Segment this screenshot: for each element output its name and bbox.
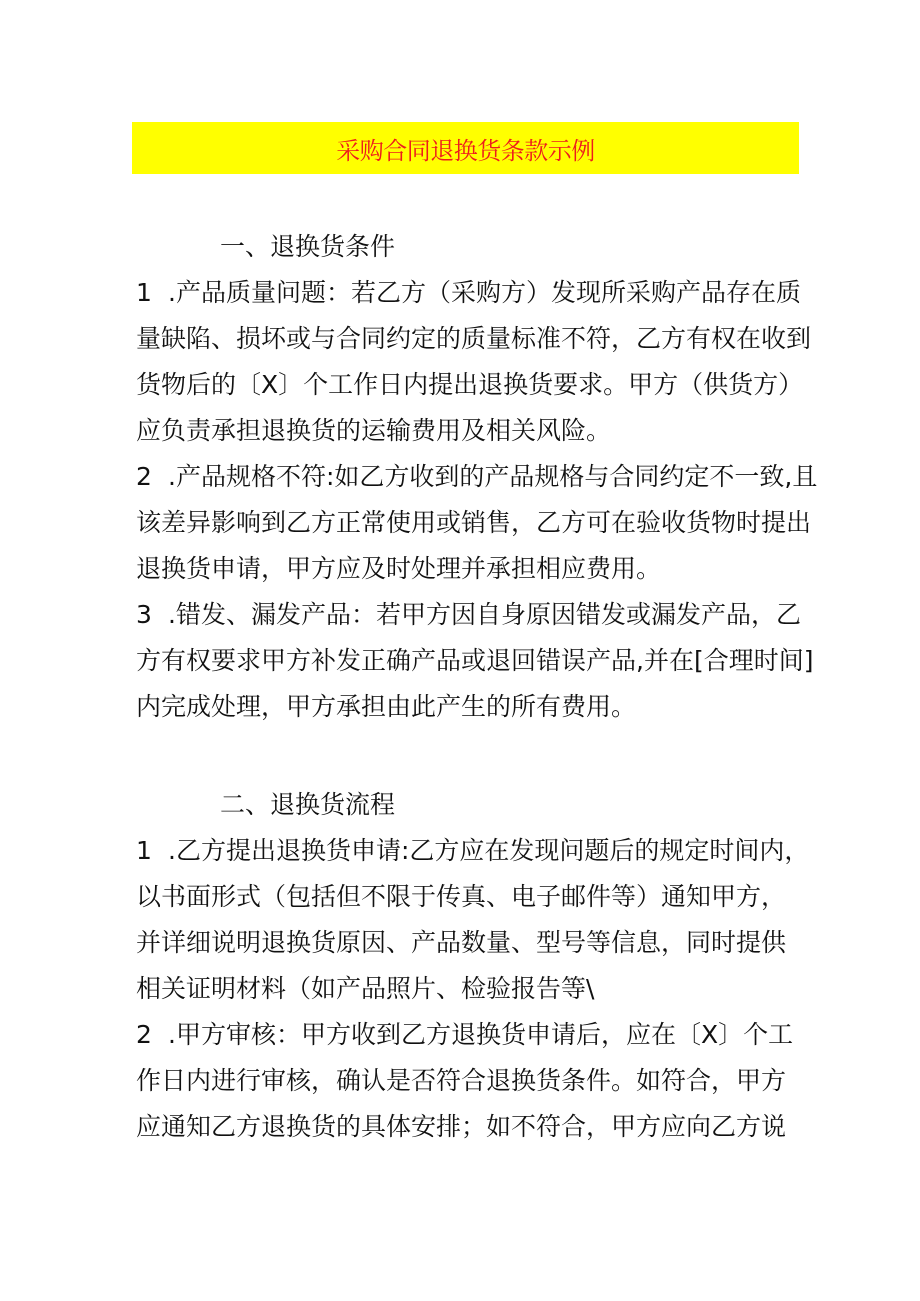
clause-2-1 <box>136 828 810 1012</box>
clause-text: .乙方提出退换货申请:乙方应在发现问题后的规定时间内， <box>168 836 810 865</box>
clause-line: 以书面形式（包括但不限于传真、电子邮件等）通知甲方， <box>136 882 787 911</box>
clause-text: .错发、漏发产品：若甲方因自身原因错发或漏发产品，乙 <box>168 600 801 629</box>
section-heading-process: 二、退换货流程 <box>220 790 396 819</box>
document-body <box>136 224 818 1150</box>
clause-line: 该差异影响到乙方正常使用或销售，乙方可在验收货物时提出 <box>136 508 812 537</box>
clause-number: 2 <box>136 462 152 491</box>
document-title: 采购合同退换货条款示例 <box>336 136 595 165</box>
clause-number: 1 <box>136 836 152 865</box>
clause-line: 并详细说明退换货原因、产品数量、型号等信息，同时提供 <box>136 928 787 957</box>
clause-text: .产品规格不符:如乙方收到的产品规格与合同约定不一致,且 <box>168 462 818 491</box>
clause-line: 应负责承担退换货的运输费用及相关风险。 <box>136 416 612 445</box>
clause-line: 内完成处理，甲方承担由此产生的所有费用。 <box>136 692 637 721</box>
clause-line: 量缺陷、损坏或与合同约定的质量标准不符，乙方有权在收到 <box>136 324 812 353</box>
clause-line: 货物后的〔X〕个工作日内提出退换货要求。甲方（供货方） <box>136 370 804 399</box>
clause-line: 相关证明材料（如产品照片、检验报告等\ <box>136 974 595 1003</box>
section-heading-conditions: 一、退换货条件 <box>220 232 396 261</box>
clause-number: 3 <box>136 600 152 629</box>
clause-2-2 <box>136 1012 796 1150</box>
clause-text: .产品质量问题：若乙方（采购方）发现所采购产品存在质 <box>168 278 801 307</box>
clause-number: 1 <box>136 278 152 307</box>
clause-number: 2 <box>136 1020 152 1049</box>
title-banner <box>132 122 799 174</box>
clause-line: 作日内进行审核，确认是否符合退换货条件。如符合，甲方 <box>136 1066 787 1095</box>
clause-line: 方有权要求甲方补发正确产品或退回错误产品,并在[合理时间] <box>136 646 814 675</box>
clause-1-3 <box>136 592 814 730</box>
clause-text: .甲方审核：甲方收到乙方退换货申请后，应在〔X〕个工 <box>168 1020 794 1049</box>
clause-line <box>136 1012 796 1058</box>
clause-line <box>136 828 810 874</box>
clause-line <box>136 592 801 638</box>
clause-1-2 <box>136 454 818 592</box>
clause-line: 退换货申请，甲方应及时处理并承担相应费用。 <box>136 554 662 583</box>
clause-line <box>136 454 818 500</box>
clause-line <box>136 270 801 316</box>
clause-line: 应通知乙方退换货的具体安排；如不符合，甲方应向乙方说 <box>136 1112 787 1141</box>
clause-1-1 <box>136 270 812 454</box>
